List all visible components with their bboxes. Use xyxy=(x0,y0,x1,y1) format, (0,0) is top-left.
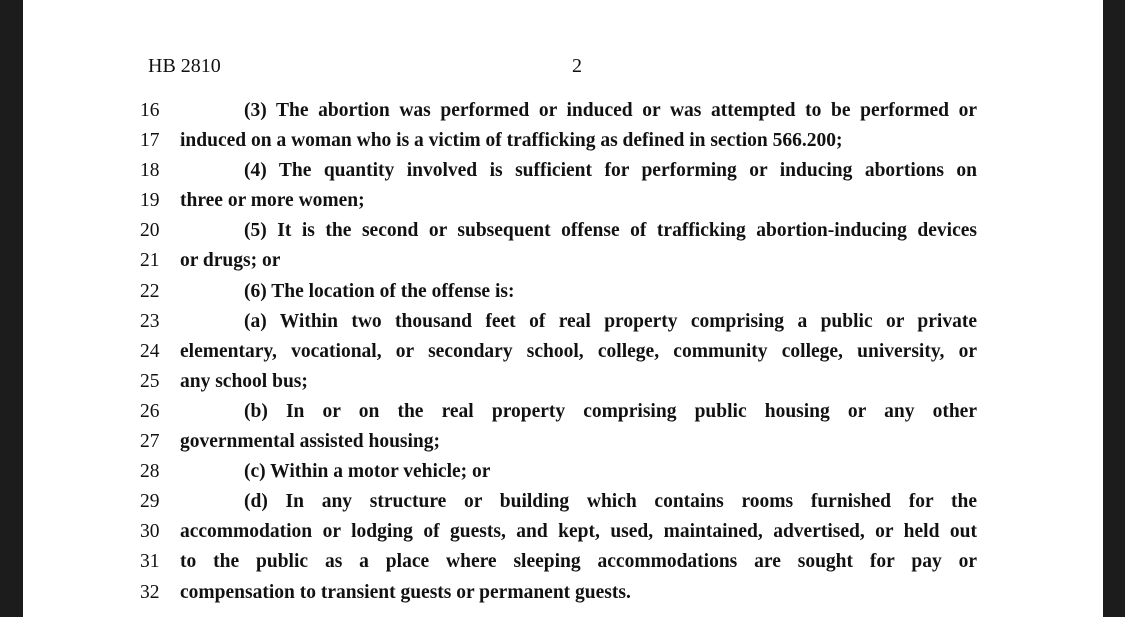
line-number: 20 xyxy=(140,220,160,242)
line-number: 26 xyxy=(140,400,160,422)
line-text: (5) It is the second or subsequent offense of trafficking abortion-inducing devices xyxy=(244,220,977,242)
bill-line xyxy=(23,216,1103,246)
bill-text-body xyxy=(23,96,1103,608)
line-number: 25 xyxy=(140,370,160,392)
bill-line xyxy=(23,96,1103,126)
line-text: compensation to transient guests or permanent guests. xyxy=(180,581,631,603)
line-text: any school bus; xyxy=(180,370,308,392)
line-number: 16 xyxy=(140,100,160,121)
line-number: 32 xyxy=(140,581,160,603)
cut-off-next-line xyxy=(244,607,977,617)
bill-line xyxy=(23,517,1103,547)
page-number: 2 xyxy=(572,55,582,77)
line-number: 23 xyxy=(140,310,160,332)
line-number: 29 xyxy=(140,491,160,513)
line-number: 17 xyxy=(140,130,160,152)
bill-line xyxy=(23,487,1103,517)
bill-line xyxy=(23,367,1103,397)
bill-line xyxy=(23,427,1103,457)
bill-line xyxy=(23,246,1103,276)
line-text: (3) The abortion was performed or induced or was attempted to be performed or xyxy=(244,100,977,121)
bill-line xyxy=(23,307,1103,337)
line-text: (c) Within a motor vehicle; or xyxy=(244,461,491,483)
line-text: three or more women; xyxy=(180,190,365,212)
line-number: 31 xyxy=(140,551,160,573)
bill-id: HB 2810 xyxy=(148,55,221,77)
line-text: elementary, vocational, or secondary school, college, community college, university, or xyxy=(180,340,977,362)
line-number: 19 xyxy=(140,190,160,212)
line-number: 30 xyxy=(140,521,160,543)
bill-line xyxy=(23,578,1103,608)
bill-line xyxy=(23,126,1103,156)
line-number: 21 xyxy=(140,250,160,272)
line-text: (6) The location of the offense is: xyxy=(244,280,515,302)
line-text: induced on a woman who is a victim of trafficking as defined in section 566.200; xyxy=(180,130,843,152)
bill-line xyxy=(23,547,1103,577)
line-text: (b) In or on the real property comprising public housing or any other xyxy=(244,400,977,422)
bill-line xyxy=(23,186,1103,216)
line-text: accommodation or lodging of guests, and kept, used, maintained, advertised, or held out xyxy=(180,521,977,543)
bill-line xyxy=(23,277,1103,307)
bill-line xyxy=(23,457,1103,487)
line-text: (4) The quantity involved is sufficient for performing or inducing abortions on xyxy=(244,160,977,182)
line-text: (a) Within two thousand feet of real property comprising a public or private xyxy=(244,310,977,332)
line-number: 22 xyxy=(140,280,160,302)
line-number: 28 xyxy=(140,461,160,483)
document-page xyxy=(23,0,1103,617)
bill-line xyxy=(23,337,1103,367)
page-header xyxy=(23,55,1103,81)
bill-line xyxy=(23,397,1103,427)
line-number: 27 xyxy=(140,431,160,453)
line-text: governmental assisted housing; xyxy=(180,431,441,453)
line-number: 18 xyxy=(140,160,160,182)
line-text: to the public as a place where sleeping accommodations are sought for pay or xyxy=(180,551,977,573)
line-number: 24 xyxy=(140,340,160,362)
bill-line xyxy=(23,156,1103,186)
line-text: (d) In any structure or building which contains rooms furnished for the xyxy=(244,491,977,513)
line-text: or drugs; or xyxy=(180,250,281,272)
